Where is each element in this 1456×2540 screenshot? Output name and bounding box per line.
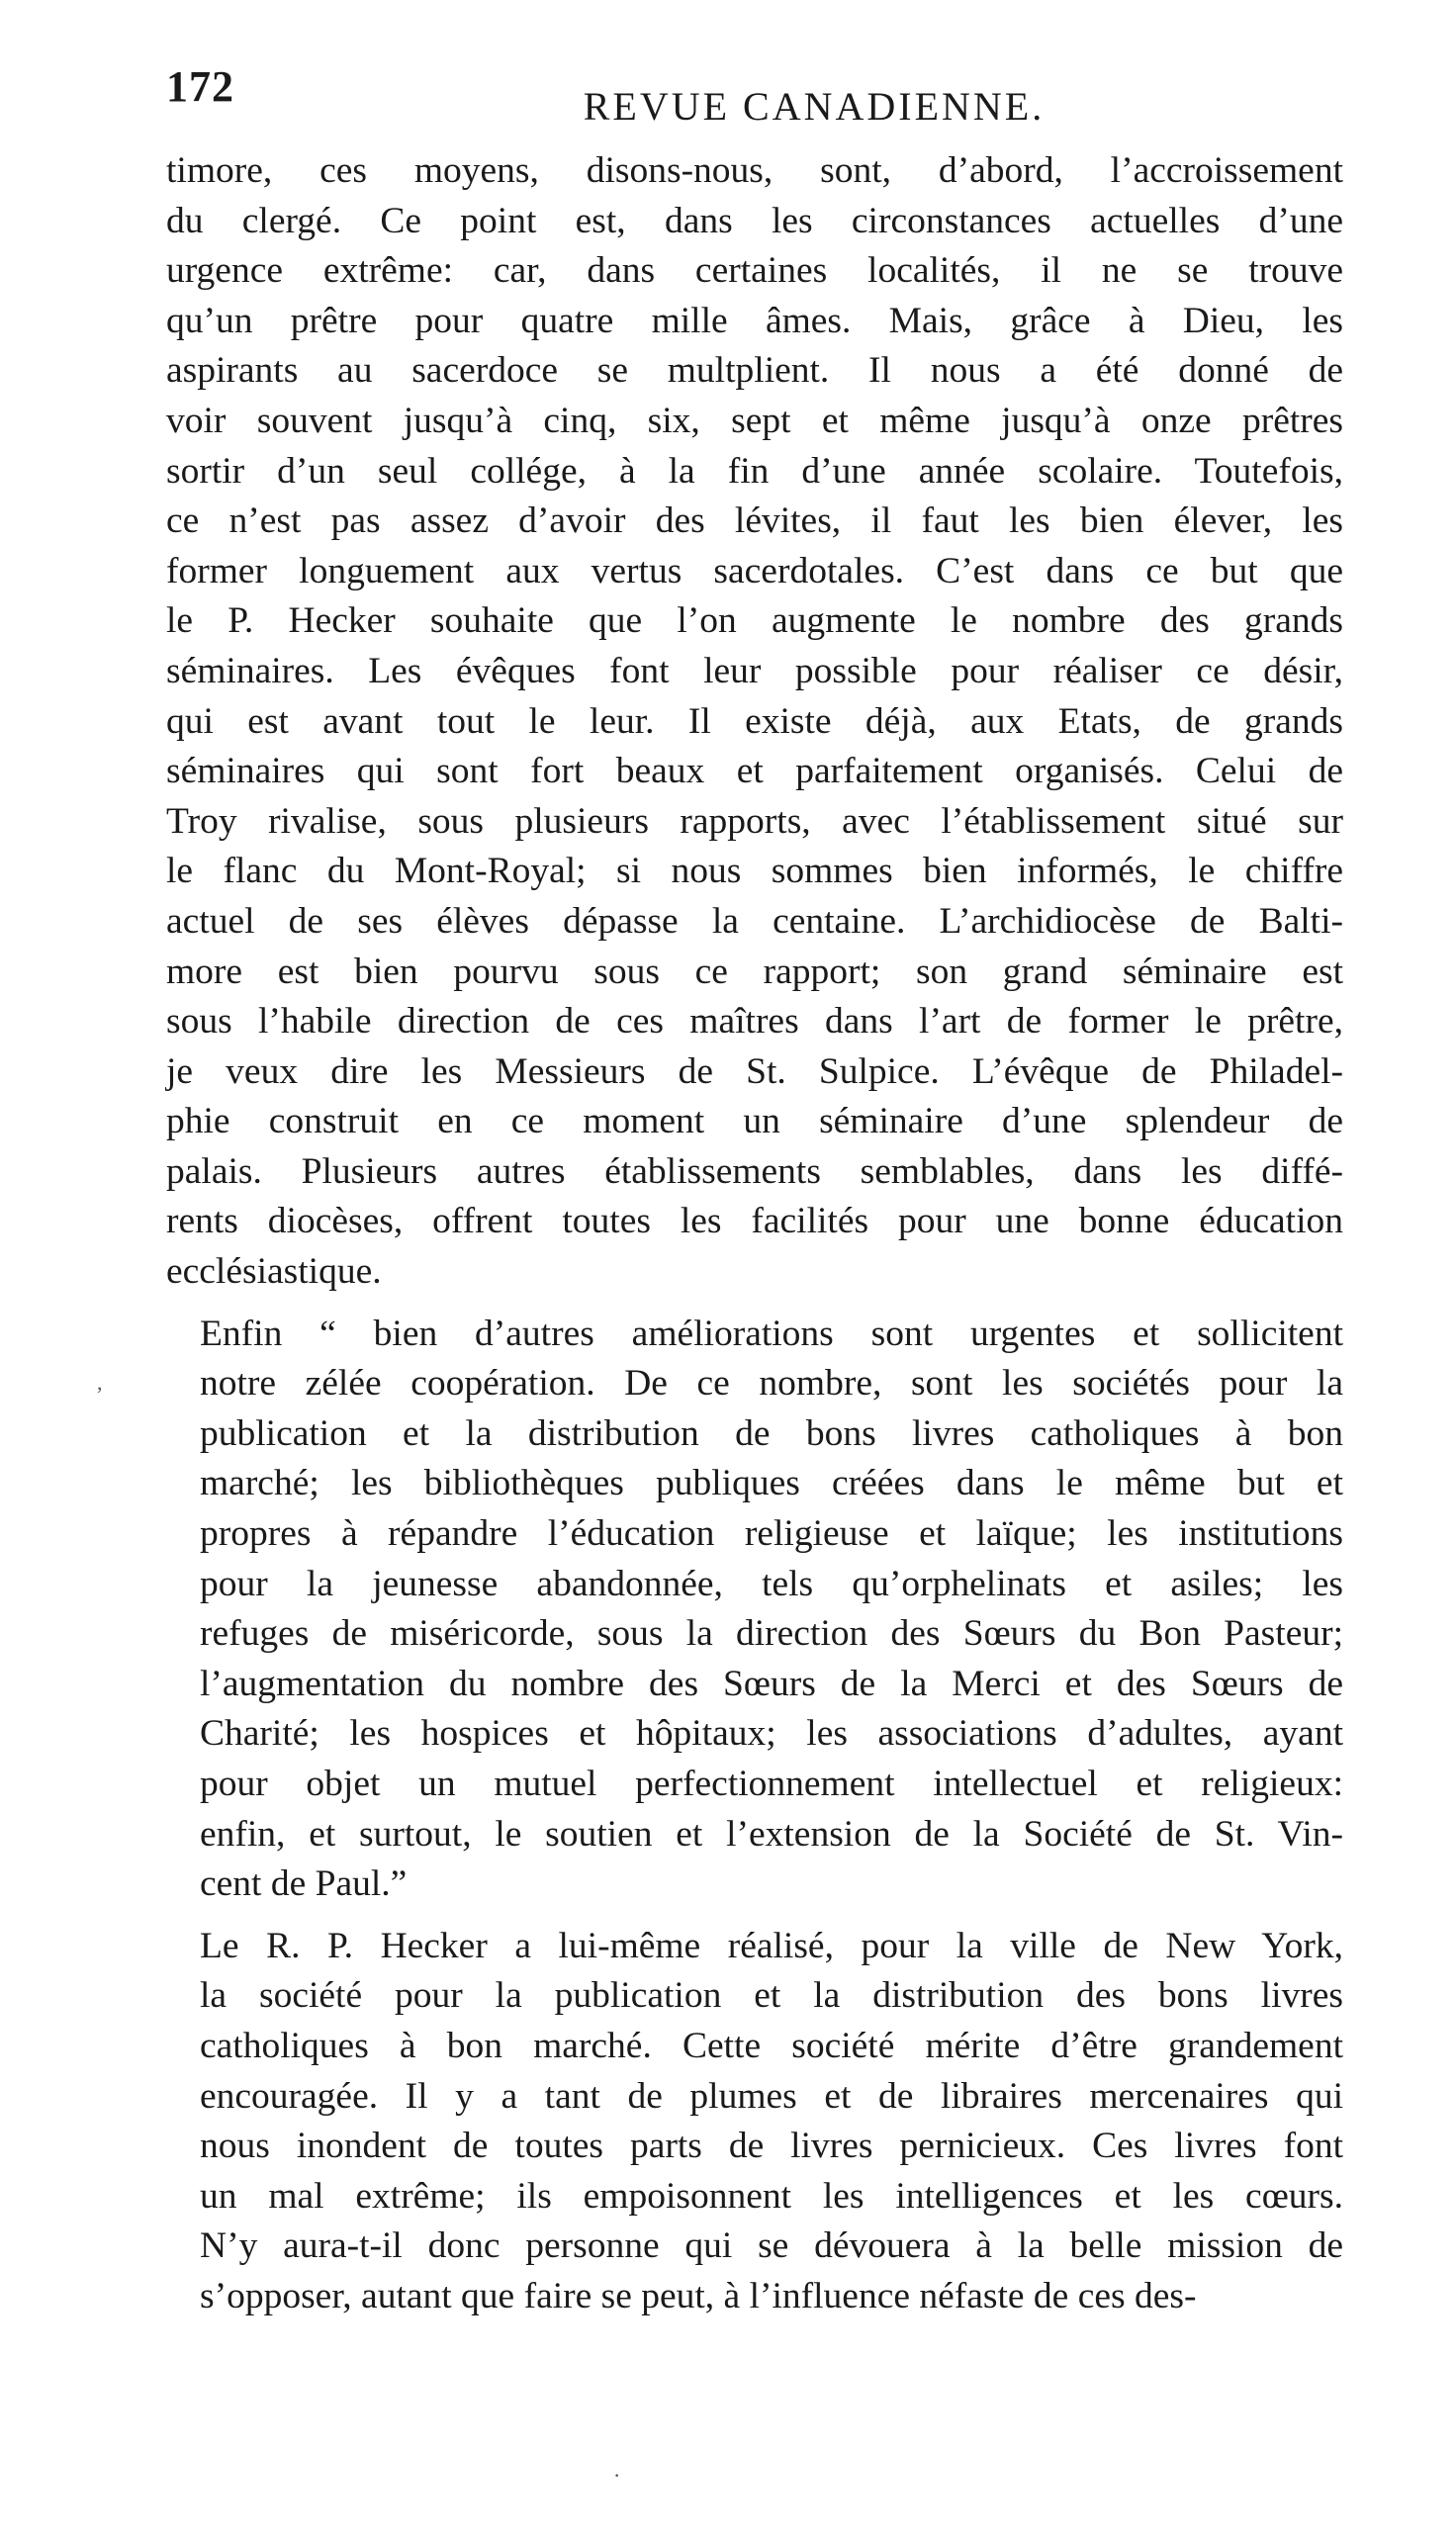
text-line: pour la jeunesse abandonnée, tels qu’orphelinats et asiles; les (200, 1563, 1343, 1604)
text-line: rents diocèses, offrent toutes les facilités pour une bonne éducation (166, 1201, 1343, 1242)
text-line: sous l’habile direction de ces maîtres dans l’art de former le prêtre, (166, 1001, 1343, 1043)
text-line: phie construit en ce moment un séminaire d’une splendeur de (166, 1101, 1343, 1142)
text-line: Le R. P. Hecker a lui-même réalisé, pour la ville de New York, (200, 1925, 1343, 1966)
text-line: more est bien pourvu sous ce rapport; son grand séminaire est (166, 951, 1343, 992)
text-line: aspirants au sacerdoce se multplient. Il nous a été donné de (166, 350, 1343, 392)
text-line: encouragée. Il y a tant de plumes et de libraires mercenaires qui (200, 2075, 1343, 2117)
text-line: publication et la distribution de bons livres catholiques à bon (200, 1412, 1343, 1454)
paragraph (166, 146, 1343, 1298)
text-line: pour objet un mutuel perfectionnement intellectuel et religieux: (200, 1764, 1343, 1804)
text-line: sortir d’un seul collége, à la fin d’une année scolaire. Toutefois, (166, 450, 1343, 492)
text-line: séminaires qui sont fort beaux et parfaitement organisés. Celui de (166, 751, 1343, 792)
text-line: Charité; les hospices et hôpitaux; les associations d’adultes, ayant (200, 1713, 1343, 1755)
text-line: le flanc du Mont-Royal; si nous sommes bien informés, le chiffre (166, 851, 1343, 892)
text-line: former longuement aux vertus sacerdotales. C’est dans ce but que (166, 550, 1343, 591)
text-line: refuges de miséricorde, sous la direction des Sœurs du Bon Pasteur; (200, 1613, 1343, 1655)
text-line: séminaires. Les évêques font leur possible pour réaliser ce désir, (166, 650, 1343, 691)
text-line: catholiques à bon marché. Cette société mérite d’être grandement (200, 2025, 1343, 2066)
text-line: marché; les bibliothèques publiques créées dans le même but et (200, 1463, 1343, 1504)
text-line: Troy rivalise, sous plusieurs rapports, avec l’établissement situé sur (166, 800, 1343, 842)
paragraph (166, 1310, 1343, 1910)
text-line: la société pour la publication et la distribution des bons livres (200, 1975, 1343, 2017)
paragraph (166, 1922, 1343, 2322)
journal-title: REVUE CANADIENNE. (583, 84, 1046, 129)
text-line: qu’un prêtre pour quatre mille âmes. Mais, grâce à Dieu, les (166, 300, 1343, 341)
text-line: voir souvent jusqu’à cinq, six, sept et même jusqu’à onze prêtres (166, 400, 1343, 441)
stray-ink-mark: · (613, 2463, 621, 2488)
text-line: s’opposer, autant que faire se peut, à l’influence néfaste de ces des- (200, 2275, 1197, 2316)
text-line: N’y aura-t-il donc personne qui se dévouera à la belle mission de (200, 2225, 1343, 2267)
text-line: palais. Plusieurs autres établissements semblables, dans les diffé- (166, 1150, 1343, 1192)
page-number: 172 (166, 62, 234, 111)
text-line: qui est avant tout le leur. Il existe déjà, aux Etats, de grands (166, 700, 1343, 742)
text-line: urgence extrême: car, dans certaines localités, il ne se trouve (166, 250, 1343, 292)
body-text (166, 146, 1343, 2322)
text-line: je veux dire les Messieurs de St. Sulpice. L’évêque de Philadel- (166, 1050, 1343, 1092)
text-line: l’augmentation du nombre des Sœurs de la Merci et des Sœurs de (200, 1663, 1343, 1704)
text-line: Enfin “ bien d’autres améliorations sont urgentes et sollicitent (200, 1313, 1343, 1354)
text-line: un mal extrême; ils empoisonnent les intelligences et les cœurs. (200, 2175, 1343, 2217)
text-line: du clergé. Ce point est, dans les circonstances actuelles d’une (166, 200, 1343, 241)
text-line: propres à répandre l’éducation religieuse et laïque; les institutions (200, 1513, 1343, 1555)
text-line: le P. Hecker souhaite que l’on augmente le nombre des grands (166, 600, 1343, 642)
text-line: nous inondent de toutes parts de livres pernicieux. Ces livres font (200, 2126, 1343, 2167)
running-head (166, 61, 1343, 131)
text-line: ecclésiastique. (166, 1251, 382, 1293)
stray-ink-mark: , (97, 1370, 103, 1395)
text-line: notre zélée coopération. De ce nombre, sont les sociétés pour la (200, 1363, 1343, 1405)
text-line: actuel de ses élèves dépasse la centaine. L’archidiocèse de Balti- (166, 900, 1343, 942)
text-line: timore, ces moyens, disons-nous, sont, d’abord, l’accroissement (166, 150, 1343, 191)
text-line: cent de Paul.” (200, 1863, 408, 1905)
text-line: ce n’est pas assez d’avoir des lévites, il faut les bien élever, les (166, 500, 1343, 542)
text-line: enfin, et surtout, le soutien et l’extension de la Société de St. Vin- (200, 1813, 1343, 1855)
